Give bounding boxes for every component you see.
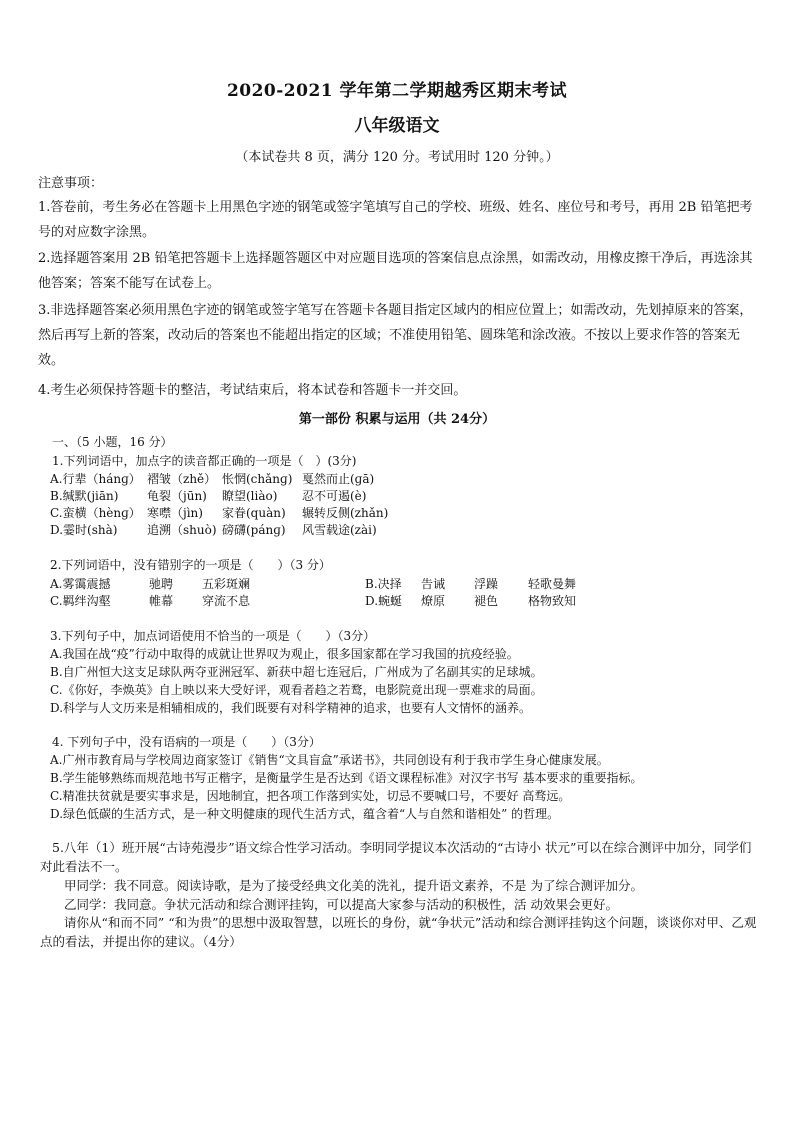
q1-stem: 1.下列词语中，加点字的读音都正确的一项是（ ）(3分) — [52, 454, 357, 468]
q2-option-d-word-2: 燎原 — [421, 594, 446, 608]
q1-c-word-3: 家眷(quàn) — [222, 506, 286, 520]
q5-opinion-a: 甲同学：我不同意。阅读诗歌，是为了接受经典文化美的洗礼，提升语文素养，不是 为了综合测评加分。 — [64, 878, 643, 893]
notice-heading: 注意事项： — [38, 176, 104, 191]
q1-option-c — [50, 505, 750, 522]
part-label: 一、（5 小题，16 分） — [52, 435, 173, 449]
q1-option-b — [50, 488, 750, 505]
notice-item-1: 1.答卷前，考生务必在答题卡上用黑色字迹的钢笔或签字笔填写自己的学校、班级、姓名、座位号和考号，再用 2B 铅笔把考号的对应数字涂黑。 — [38, 200, 753, 240]
q1-option-d — [50, 522, 750, 539]
exam-subject: 八年级语文 — [354, 116, 440, 136]
q2-option-a-word-1: A.雾霭震撼 — [50, 577, 111, 591]
q2-option-d-word-4: 格物致知 — [528, 594, 577, 608]
q2-option-b-word-1: B.决择 — [365, 577, 402, 591]
q2-option-a-word-2: 驰聘 — [149, 577, 174, 591]
notice-item-2: 2.选择题答案用 2B 铅笔把答题卡上选择题答题区中对应题目选项的答案信息点涂黑，如需改动，用橡皮擦干净后，再选涂其他答案；答案不能写在试卷上。 — [38, 251, 753, 291]
q1-b-word-4: 忍不可遏(è) — [302, 489, 367, 503]
q3-stem: 3.下列句子中，加点词语使用不恰当的一项是（ ）（3分） — [50, 629, 376, 643]
q1-a-word-3: 怅惘(chǎnɡ) — [222, 472, 293, 486]
q3-option-b: B.自广州恒大这支足球队两夺亚洲冠军、新获中超七连冠后，广州成为了名副其实的足球城。 — [50, 665, 543, 679]
q4-option-c: C.精准扶贫就是要实事求是，因地制宜，把各项工作落到实处，切忌不要喊口号，不要好 高骛远。 — [50, 789, 571, 803]
q1-d-word-3: 磅礴(pánɡ) — [222, 523, 286, 537]
q1-a-word-1: A.行辈（hánɡ） — [50, 472, 141, 486]
q1-c-word-2: 寒噤（jìn) — [147, 506, 203, 520]
q5-question: 请你从“和而不同” “和为贵”的思想中汲取智慧，以班长的身份，就“争状元”活动和综合测评挂钩这个问题，谈谈你对甲、乙观点的看法，并提出你的建议。（4分） — [40, 915, 757, 949]
section-title: 第一部份 积累与运用（共 24分） — [298, 412, 496, 427]
q3-option-a: A.我国在战“疫”行动中取得的成就让世界叹为观止，很多国家都在学习我国的抗疫经验。 — [50, 647, 519, 661]
q2-option-b-word-4: 轻歌曼舞 — [528, 577, 577, 591]
q2-option-a-word-3: 五彩斑斓 — [202, 577, 251, 591]
q1-a-word-4: 戛然而止(ɡā) — [302, 472, 375, 486]
q1-d-word-2: 追溯（shuò) — [147, 523, 217, 537]
q4-option-d: D.绿色低碳的生活方式，是一种文明健康的现代生活方式，蕴含着“人与自然和谐相处” 的哲理。 — [50, 807, 560, 821]
q2-option-c-word-2: 帷幕 — [149, 594, 174, 608]
q2-option-c-word-3: 穿流不息 — [202, 594, 251, 608]
q2-option-d-word-1: D.蜿蜒 — [365, 594, 403, 608]
q2-option-b-word-3: 浮躁 — [474, 577, 499, 591]
q2-option-c-word-1: C.羁绊沟壑 — [50, 594, 111, 608]
q2-row-2 — [50, 593, 750, 610]
notice-item-3: 3.非选择题答案必须用黑色字迹的钢笔或签字笔写在答题卡各题目指定区域内的相应位置上；如需改动，先划掉原来的答案，然后再写上新的答案，改动后的答案也不能超出指定的区域；不准使用铅笔、圆珠笔和涂改液。不按以上要求作答的答案无效。 — [38, 303, 753, 368]
q1-c-word-1: C.蛮横（hènɡ） — [50, 506, 141, 520]
q1-d-word-1: D.霎时(shà) — [50, 523, 118, 537]
exam-title: 2020-2021 学年第二学期越秀区期末考试 — [226, 81, 568, 101]
q1-a-word-2: 褶皱（zhě） — [147, 472, 217, 486]
q1-d-word-4: 风雪载途(zài) — [302, 523, 377, 537]
q2-stem: 2.下列词语中，没有错别字的一项是（ ）（3 分） — [50, 558, 331, 572]
q3-option-d: D.科学与人文历来是相辅相成的，我们既要有对科学精神的追求，也要有人文情怀的涵养。 — [50, 701, 532, 715]
exam-note: （本试卷共 8 页，满分 120 分。考试用时 120 分钟。） — [235, 150, 559, 165]
q2-option-d-word-3: 褪色 — [474, 594, 499, 608]
q1-b-word-3: 瞭望(liào) — [222, 489, 278, 503]
q4-option-b: B.学生能够熟练而规范地书写正楷字，是衡量学生是否达到《语文课程标准》对汉字书写 基本要求的重要指标。 — [50, 771, 643, 785]
notice-item-4: 4.考生必须保持答题卡的整洁，考试结束后，将本试卷和答题卡一并交回。 — [38, 383, 467, 398]
q3-option-c: C.《你好，李焕英》自上映以来大受好评，观看者趋之若鹜，电影院竟出现一票难求的局面。 — [50, 683, 543, 697]
q2-option-b-word-2: 告诫 — [421, 577, 446, 591]
q2-row-1 — [50, 576, 750, 593]
q4-option-a: A.广州市教育局与学校周边商家签订《销售“文具盲盒”承诺书》，共同创设有利于我市学生身心健康发展。 — [50, 753, 609, 767]
q1-b-word-1: B.缄默(jiān) — [50, 489, 119, 503]
q4-stem: 4. 下列句子中，没有语病的一项是（ ）（3分） — [52, 735, 321, 749]
q1-option-a — [50, 471, 750, 488]
q5-opinion-b: 乙同学：我同意。争状元活动和综合测评挂钩，可以提高大家参与活动的积极性，活 动效果会更好。 — [64, 897, 618, 912]
q1-c-word-4: 辗转反侧(zhǎn) — [302, 506, 389, 520]
q1-b-word-2: 龟裂（jūn) — [147, 489, 207, 503]
q5-intro: 5.八年（1）班开展“古诗苑漫步”语文综合性学习活动。李明同学提议本次活动的“古诗小 状元”可以在综合测评中加分，同学们对此看法不一。 — [40, 840, 752, 874]
